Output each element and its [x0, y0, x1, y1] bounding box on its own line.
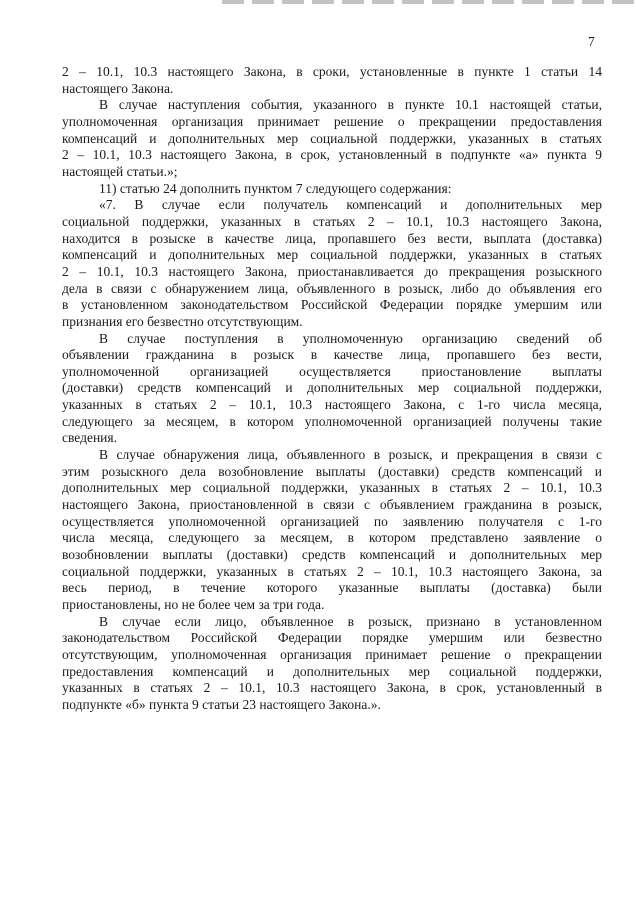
- text-line: 2 – 10.1, 10.3 настоящего Закона, в сроки, установленные в пункте 1 статьи 14: [62, 64, 602, 79]
- text-line: предоставления компенсаций и дополнительных мер социальной поддержки,: [62, 663, 602, 679]
- text-line: находится в розыске в качестве лица, пропавшего без вести, выплата (доставка): [62, 230, 602, 246]
- text-line: числа месяца, следующего за месяцем, в котором представлено заявление о: [62, 530, 602, 546]
- text-line: указанных в статьях 2 – 10.1, 10.3 настоящего Закона, в срок, установленный в: [62, 680, 602, 696]
- text-line: «7. В случае если получатель компенсаций и дополнительных мер: [99, 197, 602, 213]
- text-line: весь период, в течение которого указанные выплаты (доставка) были: [62, 580, 602, 596]
- text-line: этим розыскного дела возобновление выплаты (доставки) средств компенсаций и: [62, 463, 602, 479]
- page-number: 7: [588, 34, 595, 49]
- text-line: (доставки) средств компенсаций и дополнительных мер социальной поддержки,: [62, 380, 602, 396]
- text-line: настоящего Закона.: [62, 80, 174, 96]
- text-line: компенсаций и дополнительных мер социальной поддержки, указанных в статьях: [62, 247, 602, 263]
- text-line: компенсаций и дополнительных мер социальной поддержки, указанных в статьях: [62, 130, 602, 146]
- text-line: указанных в статьях 2 – 10.1, 10.3 настоящего Закона, с 1-го числа месяца,: [62, 397, 602, 413]
- text-line: В случае обнаружения лица, объявленного в розыск, и прекращения в связи с: [99, 447, 602, 463]
- text-line: социальной поддержки, указанных в статьях 2 – 10.1, 10.3 настоящего Закона, за: [62, 563, 602, 579]
- text-line: осуществляется уполномоченной организацией по заявлению получателя с 1-го: [62, 513, 602, 529]
- text-line: возобновлении выплаты (доставки) средств компенсаций и дополнительных мер: [62, 547, 602, 563]
- text-line: дела в связи с обнаружением лица, объявленного в розыск, либо до объявления его: [62, 280, 602, 296]
- text-line: настоящей статьи.»;: [62, 163, 178, 179]
- text-line: в установленном законодательством Российской Федерации порядке умершим или: [62, 297, 602, 313]
- text-line: сведения.: [62, 430, 117, 446]
- text-line: уполномоченная организация принимает решение о прекращении предоставления: [62, 113, 602, 129]
- text-line: признания его безвестно отсутствующим.: [62, 313, 303, 329]
- text-line: следующего за месяцем, в котором уполномоченной организацией получены такие: [62, 413, 602, 429]
- text-line: В случае наступления события, указанного в пункте 10.1 настоящей статьи,: [99, 97, 602, 113]
- text-line: отсутствующим, уполномоченная организация принимает решение о прекращении: [62, 646, 602, 662]
- text-line: В случае если лицо, объявленное в розыск, признано в установленном: [99, 613, 602, 629]
- text-line: 2 – 10.1, 10.3 настоящего Закона, приостанавливается до прекращения розыскного: [62, 263, 602, 279]
- text-line: законодательством Российской Федерации порядке умершим или безвестно: [62, 630, 602, 646]
- text-line: дополнительных мер социальной поддержки, указанных в статьях 2 – 10.1, 10.3: [62, 480, 602, 496]
- text-line: приостановлены, но не более чем за три года.: [62, 597, 325, 612]
- text-line: настоящего Закона, приостановленной в связи с объявлением гражданина в розыск,: [62, 497, 602, 513]
- text-line: 2 – 10.1, 10.3 настоящего Закона, в срок, установленный в подпункте «а» пункта 9: [62, 147, 602, 163]
- text-line: уполномоченной организацией осуществляется приостановление выплаты: [62, 363, 602, 379]
- text-line: подпункте «б» пункта 9 статьи 23 настоящего Закона.».: [62, 696, 381, 712]
- document-body: [62, 64, 602, 714]
- text-line: социальной поддержки, указанных в статьях 2 – 10.1, 10.3 настоящего Закона,: [62, 213, 602, 229]
- top-edge-rule: [222, 0, 636, 4]
- text-line: В случае поступления в уполномоченную организацию сведений об: [99, 330, 602, 346]
- text-line: объявлении гражданина в розыск в качестве лица, пропавшего без вести,: [62, 347, 602, 363]
- text-line: 11) статью 24 дополнить пунктом 7 следующего содержания:: [99, 180, 452, 196]
